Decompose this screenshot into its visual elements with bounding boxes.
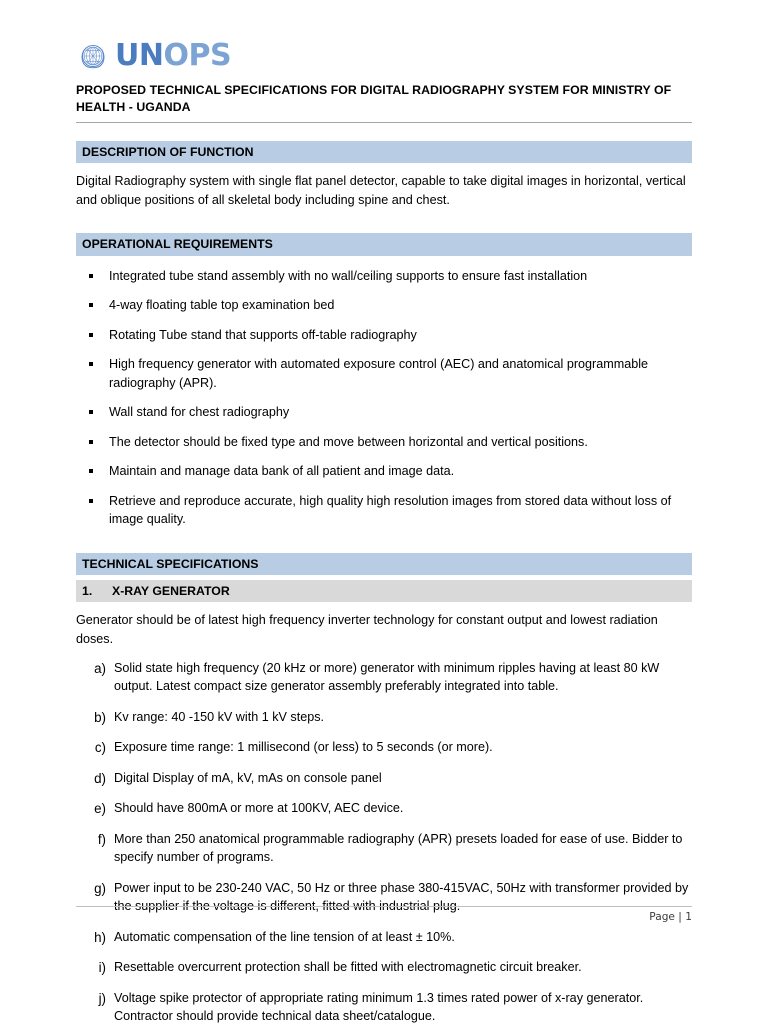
list-item-text: Solid state high frequency (20 kHz or more) generator with minimum ripples having at least 80 kW output. Latest compact size generator assembly preferably integrated into table.	[114, 660, 660, 694]
list-item-marker: c)	[94, 740, 106, 756]
unops-logo	[76, 36, 692, 76]
list-item-text: Voltage spike protector of appropriate rating minimum 1.3 times rated power of x-ray generator. Contractor should provide technical data sheet/catalogue.	[114, 990, 644, 1024]
page-title: PROPOSED TECHNICAL SPECIFICATIONS FOR DIGITAL RADIOGRAPHY SYSTEM FOR MINISTRY OF HEALTH - UGANDA	[76, 83, 672, 114]
un-emblem-icon	[76, 39, 110, 73]
list-item-text: Resettable overcurrent protection shall be fitted with electromagnetic circuit breaker.	[114, 960, 582, 975]
list-item	[76, 355, 692, 392]
page-number: Page | 1	[649, 911, 692, 923]
square-bullet-icon	[89, 469, 93, 473]
title-divider	[76, 122, 692, 123]
list-item	[76, 659, 692, 696]
section-heading-operational: OPERATIONAL REQUIREMENTS	[76, 233, 692, 255]
section-heading-description: DESCRIPTION OF FUNCTION	[76, 141, 692, 163]
square-bullet-icon	[89, 333, 93, 337]
list-item-marker: a)	[94, 660, 106, 676]
list-item	[76, 296, 692, 315]
list-item-text: Integrated tube stand assembly with no wall/ceiling supports to ensure fast installation	[109, 268, 588, 283]
list-item	[76, 403, 692, 422]
square-bullet-icon	[89, 410, 93, 414]
list-item-marker: h)	[94, 929, 106, 945]
list-item	[76, 708, 692, 727]
list-item-marker: b)	[94, 709, 106, 725]
square-bullet-icon	[89, 303, 93, 307]
list-item	[76, 433, 692, 452]
list-item-text: Automatic compensation of the line tension of at least ± 10%.	[114, 929, 455, 944]
subsection-heading-xray-generator	[76, 580, 692, 602]
list-item	[76, 462, 692, 481]
list-item	[76, 958, 692, 977]
list-item-text: Exposure time range: 1 millisecond (or less) to 5 seconds (or more).	[114, 740, 493, 755]
list-item-marker: f)	[97, 831, 106, 847]
list-item-text: Power input to be 230-240 VAC, 50 Hz or three phase 380-415VAC, 50Hz with transformer provided by the supplier if the voltage is different, fitted with industrial plug.	[114, 880, 689, 914]
logo-text-ops: OPS	[163, 38, 232, 73]
square-bullet-icon	[89, 362, 93, 366]
square-bullet-icon	[89, 440, 93, 444]
subsection-label: X-RAY GENERATOR	[112, 584, 230, 599]
list-item-marker: e)	[94, 801, 106, 817]
page-footer	[76, 906, 692, 924]
list-item-text: Maintain and manage data bank of all patient and image data.	[109, 464, 455, 479]
list-item-text: 4-way floating table top examination bed	[109, 298, 335, 313]
list-item	[76, 830, 692, 867]
list-item-marker: i)	[98, 960, 106, 976]
unops-wordmark	[115, 38, 232, 73]
list-item-marker: g)	[94, 880, 106, 896]
list-item	[76, 989, 692, 1026]
list-item-text: Rotating Tube stand that supports off-table radiography	[109, 327, 417, 342]
list-item	[76, 769, 692, 788]
xray-generator-spec-list	[76, 659, 692, 1026]
list-item-text: The detector should be fixed type and move between horizontal and vertical positions.	[109, 434, 588, 449]
square-bullet-icon	[89, 274, 93, 278]
list-item-text: Digital Display of mA, kV, mAs on console panel	[114, 770, 382, 785]
footer-divider	[76, 906, 692, 907]
list-item-text: Retrieve and reproduce accurate, high quality high resolution images from stored data without loss of image quality.	[109, 493, 672, 527]
list-item-text: Kv range: 40 -150 kV with 1 kV steps.	[114, 709, 325, 724]
document-content	[76, 36, 692, 1026]
list-item	[76, 799, 692, 818]
square-bullet-icon	[89, 499, 93, 503]
list-item	[76, 326, 692, 345]
operational-requirements-list	[76, 267, 692, 529]
subsection-number: 1.	[82, 584, 93, 599]
logo-text-un: UN	[115, 38, 164, 73]
list-item-marker: d)	[94, 770, 106, 786]
xray-generator-intro: Generator should be of latest high frequency inverter technology for constant output and lowest radiation doses.	[76, 613, 658, 646]
list-item	[76, 492, 692, 529]
section-heading-technical: TECHNICAL SPECIFICATIONS	[76, 553, 692, 575]
list-item-text: Should have 800mA or more at 100KV, AEC device.	[114, 801, 404, 816]
description-body: Digital Radiography system with single flat panel detector, capable to take digital images in horizontal, vertical and oblique positions of all skeletal body including spine and chest.	[76, 174, 686, 207]
list-item-text: Wall stand for chest radiography	[109, 405, 290, 420]
list-item	[76, 928, 692, 947]
list-item-marker: j)	[98, 990, 106, 1006]
list-item	[76, 267, 692, 286]
list-item-text: More than 250 anatomical programmable radiography (APR) presets loaded for ease of use. Bidder to specify number of programs.	[114, 831, 683, 865]
list-item-text: High frequency generator with automated exposure control (AEC) and anatomical programmable radiography (APR).	[109, 357, 649, 390]
list-item	[76, 738, 692, 757]
